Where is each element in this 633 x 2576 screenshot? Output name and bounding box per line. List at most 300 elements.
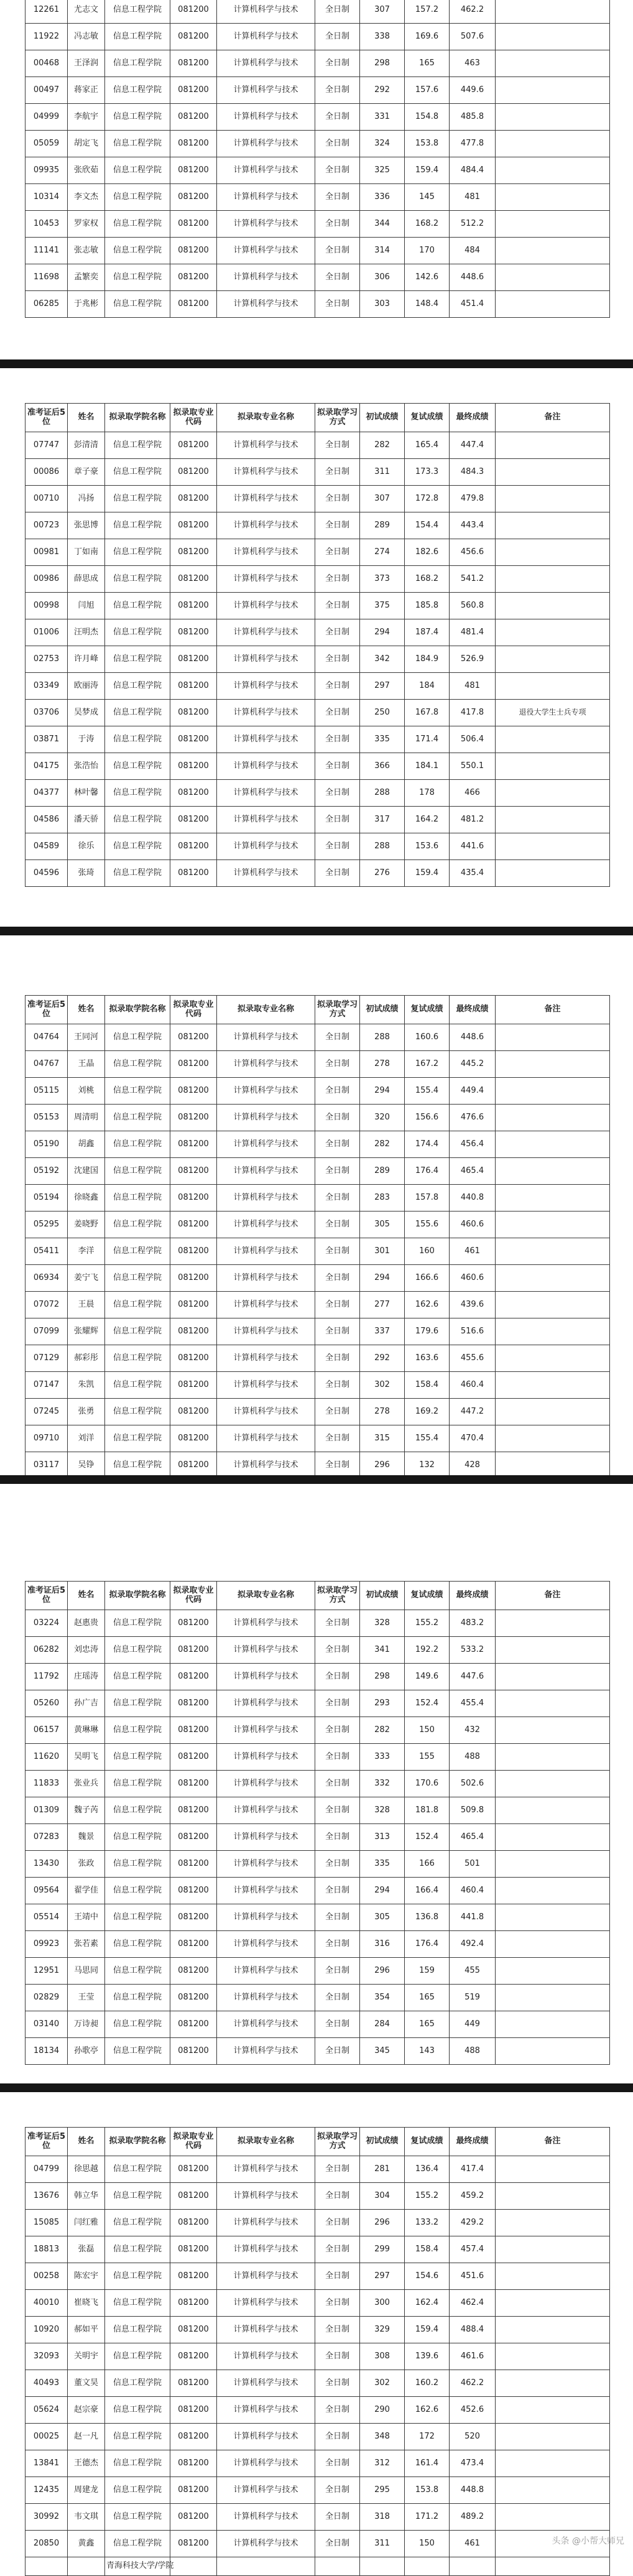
table-cell: [496, 1637, 610, 1664]
table-cell: 信息工程学院: [105, 1318, 170, 1345]
table-cell: [496, 1690, 610, 1717]
table-cell: 07283: [25, 1824, 68, 1851]
table-cell: 全日制: [315, 700, 360, 726]
table-cell: 081200: [170, 2317, 217, 2343]
table-row: [25, 700, 610, 726]
table-cell: [496, 1771, 610, 1797]
table-cell: 林叶馨: [68, 780, 105, 807]
table-cell: 307: [360, 486, 405, 512]
table-header-row: [25, 2128, 610, 2156]
table-cell: 501: [450, 1851, 496, 1878]
table-cell: 288: [360, 833, 405, 860]
table-cell: 李洋: [68, 1238, 105, 1265]
table-cell: 信息工程学院: [105, 1051, 170, 1078]
table-cell: [496, 50, 610, 77]
table-cell: 164.2: [405, 807, 450, 833]
table-cell: 计算机科学与技术: [217, 780, 315, 807]
table-cell: 348: [360, 2424, 405, 2450]
table-cell: 全日制: [315, 2011, 360, 2038]
table-cell: 计算机科学与技术: [217, 1931, 315, 1958]
table-cell: 277: [360, 1292, 405, 1318]
table-cell: 于兆彬: [68, 291, 105, 318]
table-cell: 081200: [170, 2424, 217, 2450]
table-cell: 081200: [170, 264, 217, 291]
table-cell: 07099: [25, 1318, 68, 1345]
column-header: 拟录取专业名称: [217, 404, 315, 432]
table-row: [25, 1637, 610, 1664]
table-cell: [496, 646, 610, 673]
table-cell: 333: [360, 1744, 405, 1771]
table-cell: 452.6: [450, 2397, 496, 2424]
column-header: 拟录取专业代码: [170, 1582, 217, 1610]
table-cell: 278: [360, 1399, 405, 1425]
table-cell: 信息工程学院: [105, 1664, 170, 1690]
table-cell: 信息工程学院: [105, 1425, 170, 1452]
admission-table-5: [25, 2127, 610, 2576]
table-cell: 373: [360, 566, 405, 593]
table-cell: 03224: [25, 1610, 68, 1637]
table-cell: 计算机科学与技术: [217, 131, 315, 157]
table-row: [25, 2370, 610, 2397]
table-cell: 338: [360, 24, 405, 50]
table-cell: 全日制: [315, 1292, 360, 1318]
table-cell: 06934: [25, 1265, 68, 1292]
table-cell: 081200: [170, 1185, 217, 1212]
column-header: 拟录取学习方式: [315, 1582, 360, 1610]
table-cell: 信息工程学院: [105, 2397, 170, 2424]
table-row: [25, 0, 610, 24]
table-row: [25, 753, 610, 780]
table-cell: 176.4: [405, 1158, 450, 1185]
table-cell: 全日制: [315, 2504, 360, 2531]
table-cell: 全日制: [315, 1637, 360, 1664]
table-cell: 信息工程学院: [105, 807, 170, 833]
table-cell: 297: [360, 673, 405, 700]
table-cell: 13676: [25, 2183, 68, 2210]
table-cell: 04764: [25, 1024, 68, 1051]
table-cell: 刘桃: [68, 1078, 105, 1105]
table-cell: 信息工程学院: [105, 1985, 170, 2011]
table-cell: 信息工程学院: [105, 2011, 170, 2038]
table-cell: 孙歌亭: [68, 2038, 105, 2065]
table-cell: 全日制: [315, 238, 360, 264]
table-cell: 148.4: [405, 291, 450, 318]
table-cell: 448.6: [450, 1024, 496, 1051]
table-cell: 03706: [25, 700, 68, 726]
table-cell: 全日制: [315, 1904, 360, 1931]
table-cell: 罗家权: [68, 211, 105, 238]
table-row: [25, 2450, 610, 2477]
table-cell: [496, 512, 610, 539]
table-cell: 信息工程学院: [105, 2531, 170, 2557]
table-cell: 胡定飞: [68, 131, 105, 157]
table-cell: 信息工程学院: [105, 833, 170, 860]
table-cell: 全日制: [315, 1931, 360, 1958]
table-cell: 318: [360, 2504, 405, 2531]
table-cell: 429.2: [450, 2210, 496, 2236]
column-header: 拟录取学院名称: [105, 2128, 170, 2156]
table-cell: [496, 1372, 610, 1399]
table-cell: 韦文琪: [68, 2504, 105, 2531]
table-cell: 信息工程学院: [105, 1105, 170, 1131]
table-cell: 341: [360, 1637, 405, 1664]
table-cell: 计算机科学与技术: [217, 2290, 315, 2317]
table-cell: 计算机科学与技术: [217, 1265, 315, 1292]
table-cell: [496, 264, 610, 291]
table-cell: 157.8: [405, 1185, 450, 1212]
table-cell: 全日制: [315, 2183, 360, 2210]
table-cell: 冯扬: [68, 486, 105, 512]
table-cell: 168.2: [405, 566, 450, 593]
table-cell: 计算机科学与技术: [217, 2183, 315, 2210]
page-separator: [0, 359, 633, 368]
table-cell: 04596: [25, 860, 68, 887]
column-header: 姓名: [68, 996, 105, 1024]
document-page-2: [0, 368, 633, 927]
table-cell: 信息工程学院: [105, 1904, 170, 1931]
table-cell: 全日制: [315, 593, 360, 619]
table-cell: 081200: [170, 1399, 217, 1425]
table-cell: 081200: [170, 1131, 217, 1158]
table-cell: 312: [360, 2450, 405, 2477]
table-row: [25, 24, 610, 50]
table-cell: 计算机科学与技术: [217, 753, 315, 780]
table-cell: 魏子芮: [68, 1797, 105, 1824]
table-cell: 335: [360, 1851, 405, 1878]
table-cell: 计算机科学与技术: [217, 1664, 315, 1690]
column-header: 最终成绩: [450, 404, 496, 432]
table-cell: 04767: [25, 1051, 68, 1078]
table-cell: 13430: [25, 1851, 68, 1878]
table-row: [25, 2183, 610, 2210]
table-cell: 05115: [25, 1078, 68, 1105]
table-cell: 168.2: [405, 211, 450, 238]
table-cell: 081200: [170, 1717, 217, 1744]
column-header: 拟录取学习方式: [315, 996, 360, 1024]
table-cell: 董文昊: [68, 2370, 105, 2397]
table-cell: 信息工程学院: [105, 2317, 170, 2343]
table-cell: 计算机科学与技术: [217, 2450, 315, 2477]
table-cell: 全日制: [315, 1824, 360, 1851]
table-cell: 全日制: [315, 157, 360, 184]
table-cell: 计算机科学与技术: [217, 2504, 315, 2531]
table-cell: 信息工程学院: [105, 512, 170, 539]
table-cell: 316: [360, 1931, 405, 1958]
table-cell: [360, 2557, 405, 2576]
table-cell: 张欣茹: [68, 157, 105, 184]
table-cell: 全日制: [315, 2477, 360, 2504]
table-cell: 288: [360, 1024, 405, 1051]
table-cell: 信息工程学院: [105, 673, 170, 700]
table-cell: [496, 619, 610, 646]
table-cell: 155.4: [405, 1425, 450, 1452]
table-row: [25, 2263, 610, 2290]
table-cell: 481: [450, 673, 496, 700]
table-cell: 全日制: [315, 1690, 360, 1717]
table-cell: 信息工程学院: [105, 1024, 170, 1051]
table-cell: 信息工程学院: [105, 1797, 170, 1824]
table-cell: [496, 1904, 610, 1931]
table-cell: 282: [360, 1717, 405, 1744]
table-cell: 全日制: [315, 1452, 360, 1479]
table-cell: 157.2: [405, 0, 450, 24]
table-cell: [496, 1958, 610, 1985]
table-header-row: [25, 996, 610, 1024]
admission-table-2: [25, 403, 610, 887]
column-header: 备注: [496, 1582, 610, 1610]
table-cell: 154.6: [405, 2263, 450, 2290]
table-cell: [496, 432, 610, 459]
column-header: 初试成绩: [360, 1582, 405, 1610]
table-cell: 王泽润: [68, 50, 105, 77]
table-row: [25, 860, 610, 887]
table-row: [25, 2424, 610, 2450]
table-cell: 03871: [25, 726, 68, 753]
table-cell: 00086: [25, 459, 68, 486]
table-cell: 全日制: [315, 184, 360, 211]
table-cell: 081200: [170, 780, 217, 807]
column-header: 拟录取专业名称: [217, 996, 315, 1024]
table-cell: 294: [360, 1078, 405, 1105]
table-cell: 徐晓鑫: [68, 1185, 105, 1212]
table-cell: 445.2: [450, 1051, 496, 1078]
table-cell: 179.6: [405, 1318, 450, 1345]
table-row: [25, 539, 610, 566]
table-cell: 171.2: [405, 2504, 450, 2531]
table-cell: [496, 1318, 610, 1345]
table-row: [25, 211, 610, 238]
table-cell: 魏景: [68, 1824, 105, 1851]
table-cell: 全日制: [315, 2370, 360, 2397]
table-cell: 40493: [25, 2370, 68, 2397]
table-cell: [496, 211, 610, 238]
table-cell: 计算机科学与技术: [217, 1744, 315, 1771]
table-cell: 520: [450, 2424, 496, 2450]
table-cell: 081200: [170, 700, 217, 726]
table-row: [25, 2477, 610, 2504]
table-cell: 信息工程学院: [105, 1265, 170, 1292]
table-cell: 479.8: [450, 486, 496, 512]
table-cell: [496, 1931, 610, 1958]
table-cell: 519: [450, 1985, 496, 2011]
table-cell: 081200: [170, 432, 217, 459]
table-cell: 276: [360, 860, 405, 887]
table-cell: 王同河: [68, 1024, 105, 1051]
table-cell: 133.2: [405, 2210, 450, 2236]
table-cell: [170, 2557, 217, 2576]
table-cell: 463: [450, 50, 496, 77]
table-cell: 081200: [170, 1664, 217, 1690]
table-cell: 172: [405, 2424, 450, 2450]
table-row: [25, 566, 610, 593]
table-cell: [25, 2557, 68, 2576]
table-cell: 155.4: [405, 1078, 450, 1105]
table-cell: 315: [360, 1425, 405, 1452]
column-header: 姓名: [68, 2128, 105, 2156]
table-cell: 计算机科学与技术: [217, 1824, 315, 1851]
table-row: [25, 2397, 610, 2424]
table-cell: 信息工程学院: [105, 1771, 170, 1797]
table-cell: 孟繁奕: [68, 264, 105, 291]
table-cell: [450, 2557, 496, 2576]
table-cell: 计算机科学与技术: [217, 157, 315, 184]
table-cell: 081200: [170, 1797, 217, 1824]
table-cell: 计算机科学与技术: [217, 238, 315, 264]
table-cell: 081200: [170, 2531, 217, 2557]
table-cell: 081200: [170, 1158, 217, 1185]
table-cell: 信息工程学院: [105, 2504, 170, 2531]
table-cell: 全日制: [315, 459, 360, 486]
table-cell: [496, 238, 610, 264]
table-cell: 全日制: [315, 2210, 360, 2236]
table-cell: 166.4: [405, 1878, 450, 1904]
table-cell: 00998: [25, 593, 68, 619]
table-cell: 533.2: [450, 1637, 496, 1664]
table-cell: 455: [450, 1958, 496, 1985]
table-cell: 信息工程学院: [105, 1212, 170, 1238]
table-row: [25, 1024, 610, 1051]
table-row: [25, 1904, 610, 1931]
table-cell: 15085: [25, 2210, 68, 2236]
column-header: 复试成绩: [405, 996, 450, 1024]
table-cell: 300: [360, 2290, 405, 2317]
table-cell: 081200: [170, 2397, 217, 2424]
table-cell: 550.1: [450, 753, 496, 780]
table-cell: 169.2: [405, 1399, 450, 1425]
table-cell: 335: [360, 726, 405, 753]
table-row: [25, 1372, 610, 1399]
table-cell: 155.2: [405, 1610, 450, 1637]
table-row: [25, 104, 610, 131]
table-cell: 165: [405, 2011, 450, 2038]
table-cell: 蒋家正: [68, 77, 105, 104]
table-row: [25, 1185, 610, 1212]
table-cell: 081200: [170, 833, 217, 860]
table-cell: 136.4: [405, 2156, 450, 2183]
table-cell: 信息工程学院: [105, 1878, 170, 1904]
table-cell: [496, 1797, 610, 1824]
table-cell: [496, 1131, 610, 1158]
table-cell: 吴明飞: [68, 1744, 105, 1771]
table-cell: 284: [360, 2011, 405, 2038]
table-cell: 全日制: [315, 1318, 360, 1345]
table-cell: 计算机科学与技术: [217, 459, 315, 486]
table-row: [25, 157, 610, 184]
table-cell: 03349: [25, 673, 68, 700]
table-cell: 081200: [170, 1051, 217, 1078]
table-cell: 陈宏宇: [68, 2263, 105, 2290]
table-cell: 184: [405, 673, 450, 700]
table-cell: 全日制: [315, 780, 360, 807]
table-cell: 172.8: [405, 486, 450, 512]
table-cell: 丁如南: [68, 539, 105, 566]
table-cell: 韩立华: [68, 2183, 105, 2210]
table-cell: 274: [360, 539, 405, 566]
table-row: [25, 673, 610, 700]
table-cell: 461: [450, 1238, 496, 1265]
table-cell: 信息工程学院: [105, 1610, 170, 1637]
table-cell: 169.6: [405, 24, 450, 50]
table-cell: [496, 2263, 610, 2290]
table-cell: [496, 1158, 610, 1185]
table-cell: 吴梦成: [68, 700, 105, 726]
table-cell: 计算机科学与技术: [217, 1024, 315, 1051]
table-cell: 计算机科学与技术: [217, 2317, 315, 2343]
table-cell: 信息工程学院: [105, 593, 170, 619]
table-cell: 全日制: [315, 1610, 360, 1637]
table-cell: 信息工程学院: [105, 238, 170, 264]
table-cell: 311: [360, 459, 405, 486]
table-cell: [496, 1051, 610, 1078]
table-cell: 460.6: [450, 1265, 496, 1292]
table-cell: 计算机科学与技术: [217, 619, 315, 646]
table-cell: 崔晓飞: [68, 2290, 105, 2317]
table-cell: 00025: [25, 2424, 68, 2450]
table-cell: 081200: [170, 486, 217, 512]
table-cell: 00468: [25, 50, 68, 77]
table-cell: 516.6: [450, 1318, 496, 1345]
table-cell: 计算机科学与技术: [217, 2531, 315, 2557]
table-cell: [496, 726, 610, 753]
table-cell: 155: [405, 1744, 450, 1771]
table-cell: 184.9: [405, 646, 450, 673]
column-header: 备注: [496, 404, 610, 432]
table-cell: 157.6: [405, 77, 450, 104]
table-cell: 462.2: [450, 2370, 496, 2397]
table-cell: 全日制: [315, 1958, 360, 1985]
table-cell: 计算机科学与技术: [217, 50, 315, 77]
table-cell: 05190: [25, 1131, 68, 1158]
table-cell: 计算机科学与技术: [217, 1238, 315, 1265]
table-cell: 全日制: [315, 1051, 360, 1078]
table-cell: 计算机科学与技术: [217, 432, 315, 459]
table-cell: 信息工程学院: [105, 1292, 170, 1318]
column-header: 复试成绩: [405, 2128, 450, 2156]
table-cell: [496, 2011, 610, 2038]
column-header: 拟录取学习方式: [315, 2128, 360, 2156]
table-cell: 计算机科学与技术: [217, 1051, 315, 1078]
table-cell: 336: [360, 184, 405, 211]
column-header: 拟录取学院名称: [105, 1582, 170, 1610]
table-row: [25, 459, 610, 486]
table-cell: 081200: [170, 131, 217, 157]
table-cell: [496, 1425, 610, 1452]
table-cell: [496, 131, 610, 157]
table-cell: 317: [360, 807, 405, 833]
table-cell: 马思同: [68, 1958, 105, 1985]
table-cell: 459.2: [450, 2183, 496, 2210]
table-cell: 计算机科学与技术: [217, 700, 315, 726]
table-cell: 081200: [170, 459, 217, 486]
table-cell: 184.1: [405, 753, 450, 780]
column-header: 准考证后5位: [25, 404, 68, 432]
table-cell: 05624: [25, 2397, 68, 2424]
table-cell: 526.9: [450, 646, 496, 673]
table-cell: 12435: [25, 2477, 68, 2504]
table-cell: 313: [360, 1824, 405, 1851]
table-cell: 全日制: [315, 1717, 360, 1744]
table-cell: 481: [450, 184, 496, 211]
table-cell: 081200: [170, 1824, 217, 1851]
table-cell: 081200: [170, 1690, 217, 1717]
table-cell: 万诗昶: [68, 2011, 105, 2038]
table-cell: [496, 1212, 610, 1238]
table-cell: 全日制: [315, 1851, 360, 1878]
table-row: [25, 1610, 610, 1637]
table-cell: 赵惠贵: [68, 1610, 105, 1637]
table-cell: 142.6: [405, 264, 450, 291]
table-cell: 185.8: [405, 593, 450, 619]
